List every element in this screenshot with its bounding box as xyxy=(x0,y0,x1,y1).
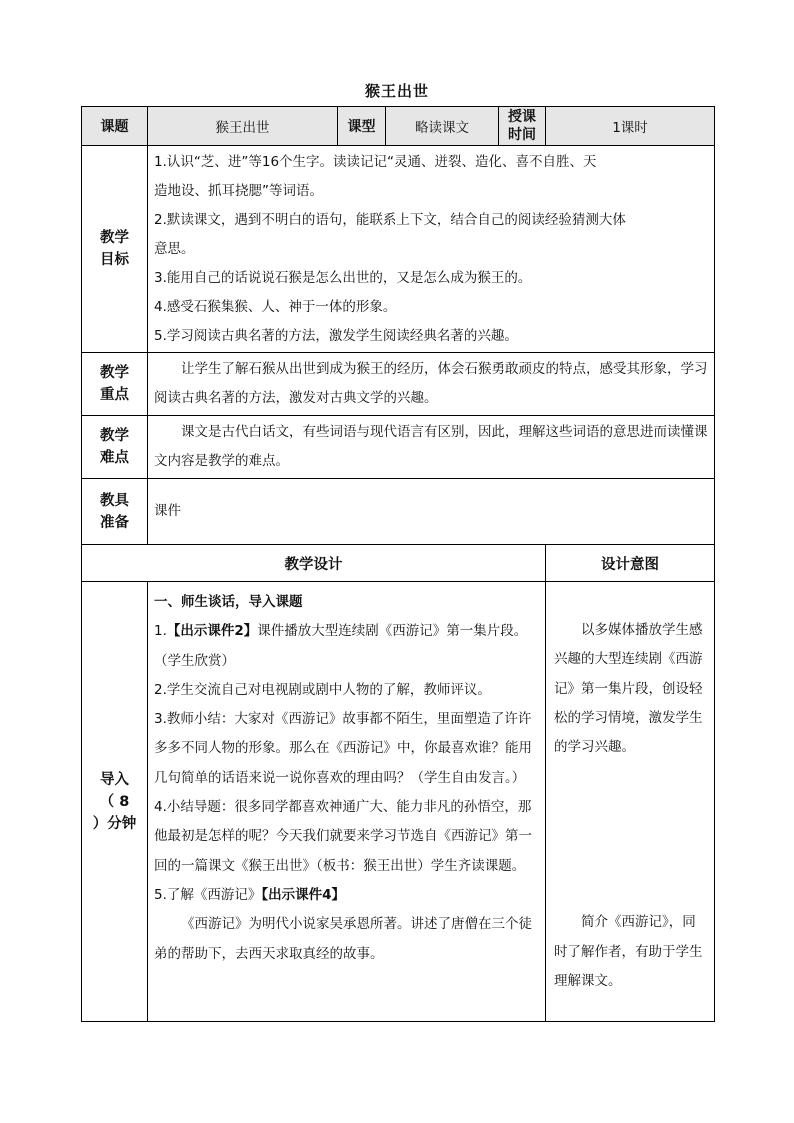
intro-row xyxy=(82,582,715,1022)
step1-slide-ref: 【出示课件2】 xyxy=(166,623,258,640)
intro-intent-content xyxy=(546,582,715,1022)
intent-paragraph-1: 以多媒体播放学生感兴趣的大型连续剧《西游记》第一集片段，创设轻松的学习情境，激发学生的学习兴趣。 xyxy=(554,622,703,756)
time-label xyxy=(499,107,546,146)
goal-line: 2.默读课文，遇到不明白的语句，能联系上下文，结合自己的阅读经验猜测大体 xyxy=(154,211,626,228)
goal-line: 3.能用自己的话说说石猴是怎么出世的，又是怎么成为猴王的。 xyxy=(154,269,532,286)
goal-line: 5.学习阅读古典名著的方法，激发学生阅读经典名著的兴趣。 xyxy=(154,327,518,344)
intro-step-5-text: 《西游记》为明代小说家吴承恩所著。讲述了唐僧在三个徒弟的帮助下，去西天求取真经的故事。 xyxy=(154,916,532,962)
document-title: 猴王出世 xyxy=(364,82,429,100)
intent-paragraph-2: 简介《西游记》，同时了解作者，有助于学生理解课文。 xyxy=(554,914,703,990)
difficulties-text: 课文是古代白话文，有些词语与现代语言有区别，因此，理解这些词语的意思进而读懂课文内容是教学的难点。 xyxy=(154,424,708,469)
type-label: 课型 xyxy=(338,107,386,146)
design-header: 教学设计 xyxy=(82,545,546,582)
difficulties-label-line2: 难点 xyxy=(100,450,129,466)
difficulties-label-line1: 教学 xyxy=(100,428,129,444)
step1-text: 课件播放大型连续剧《西游记》第一集片段。（学生欣赏） xyxy=(154,623,528,669)
materials-row xyxy=(82,479,715,545)
lesson-plan-table xyxy=(81,106,715,1022)
goal-line: 1.认识“芝、进”等16个生字。读读记记“灵通、迸裂、造化、喜不自胜、天 xyxy=(154,153,597,170)
goals-label xyxy=(82,146,148,353)
design-header-row xyxy=(82,545,715,582)
header-row xyxy=(82,107,715,146)
intro-label-line2: （ 8 xyxy=(99,793,130,810)
type-value: 略读课文 xyxy=(386,107,499,146)
intro-step-3: 3.教师小结：大家对《西游记》故事都不陌生，里面塑造了许许多多不同人物的形象。那么在《西游记》中，你最喜欢谁？能用几句简单的话语来说一说你喜欢的理由吗？（学生自由发言。） xyxy=(154,711,532,786)
time-label-line1: 授课 xyxy=(508,109,536,125)
goal-line: 4.感受石猴集猴、人、神于一体的形象。 xyxy=(154,298,397,315)
goals-label-line1: 教学 xyxy=(100,230,129,246)
intro-step-2: 2.学生交流自己对电视剧或剧中人物的了解，教师评议。 xyxy=(154,681,491,698)
intro-step-4: 4.小结导题：很多同学都喜欢神通广大、能力非凡的孙悟空，那他最初是怎样的呢？今天我们就要来学习节选自《西游记》第一回的一篇课文《猴王出世》（板书：猴王出世）学生齐读课题。 xyxy=(154,799,532,874)
keypoints-row xyxy=(82,353,715,416)
intro-step-1 xyxy=(154,617,541,676)
materials-label-line1: 教具 xyxy=(100,492,129,509)
difficulties-label xyxy=(82,416,148,479)
step1-prefix: 1. xyxy=(154,623,167,640)
keypoints-text: 让学生了解石猴从出世到成为猴王的经历，体会石猴勇敢顽皮的特点，感受其形象，学习阅读古典名著的方法，激发对古典文学的兴趣。 xyxy=(154,361,708,406)
intro-label-line1: 导入 xyxy=(100,771,129,788)
time-value: 1课时 xyxy=(546,107,715,146)
intro-step-5 xyxy=(154,881,541,910)
goals-label-line2: 目标 xyxy=(100,252,129,268)
step5-prefix: 5.了解《西游记》 xyxy=(154,886,262,903)
materials-label-line2: 准备 xyxy=(100,514,129,531)
materials-label xyxy=(82,479,148,545)
intro-label-line3: ）分钟 xyxy=(92,815,137,832)
difficulties-content xyxy=(148,416,715,479)
materials-text: 课件 xyxy=(154,503,181,519)
time-label-line2: 时间 xyxy=(508,127,536,143)
goal-line: 造地设、抓耳挠腮”等词语。 xyxy=(154,182,323,199)
goal-line: 意思。 xyxy=(154,240,195,257)
intro-section-title: 一、师生谈话，导入课题 xyxy=(154,594,303,610)
keypoints-content xyxy=(148,353,715,416)
goals-content xyxy=(148,146,715,353)
topic-label: 课题 xyxy=(82,107,148,146)
step5-slide-ref: 【出示课件4】 xyxy=(261,886,346,903)
keypoints-label xyxy=(82,353,148,416)
difficulties-row xyxy=(82,416,715,479)
materials-content xyxy=(148,479,715,545)
keypoints-label-line2: 重点 xyxy=(100,387,129,403)
intro-design-content xyxy=(148,582,546,1022)
goals-row xyxy=(82,146,715,353)
keypoints-label-line1: 教学 xyxy=(100,365,129,381)
topic-value: 猴王出世 xyxy=(148,107,338,146)
intro-label xyxy=(82,582,148,1022)
intent-header: 设计意图 xyxy=(546,545,715,582)
